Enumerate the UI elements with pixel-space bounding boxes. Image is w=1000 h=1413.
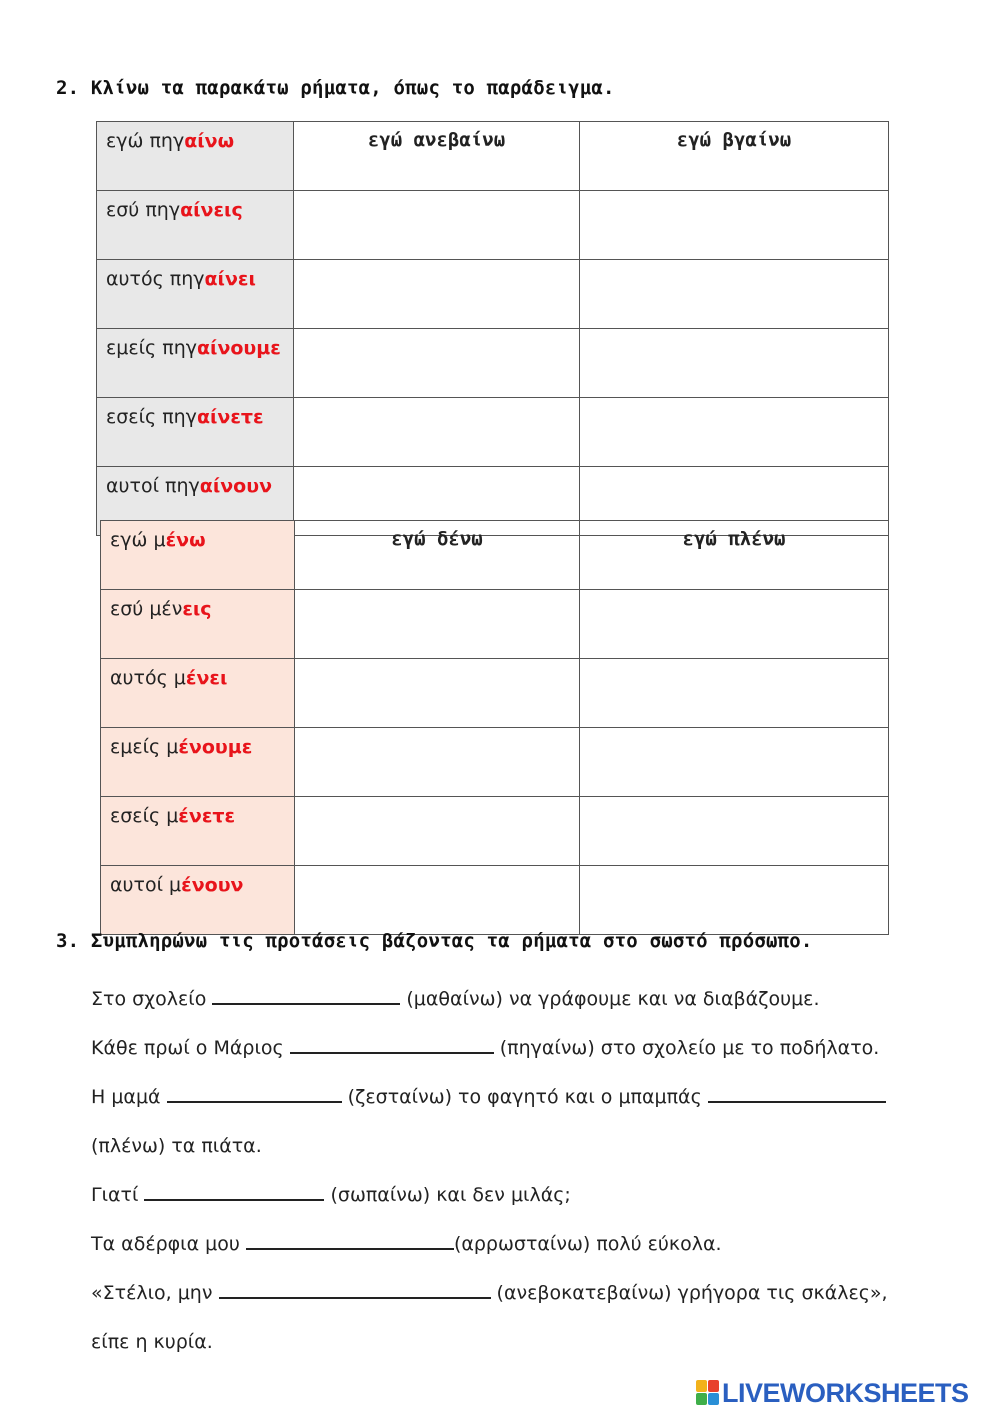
liveworksheets-logo[interactable]: [696, 1378, 969, 1408]
blank-input[interactable]: [219, 1279, 491, 1299]
pronoun-verb-cell: εσύ πηγαίνεις: [97, 191, 294, 260]
answer-cell[interactable]: [294, 260, 580, 329]
pronoun-verb-cell: εγώ πηγαίνω: [97, 122, 294, 191]
blank-input[interactable]: [708, 1083, 886, 1103]
sentence-6-continued: είπε η κυρία.: [91, 1331, 213, 1353]
verb-header-anevaino: εγώ ανεβαίνω: [294, 122, 580, 191]
sentence-6: «Στέλιο, μην (ανεβοκατεβαίνω) γρήγορα τις σκάλες»,: [91, 1279, 951, 1328]
answer-cell[interactable]: [294, 329, 580, 398]
blank-input[interactable]: [167, 1083, 342, 1103]
table-row: [101, 659, 889, 728]
table-row: [101, 728, 889, 797]
verb-header-deno: εγώ δένω: [295, 521, 580, 590]
answer-cell[interactable]: [295, 797, 580, 866]
conjugation-table-meno: [100, 520, 889, 935]
answer-cell[interactable]: [295, 590, 580, 659]
verb-header-vgaino: εγώ βγαίνω: [580, 122, 889, 191]
pronoun-verb-cell: αυτός πηγαίνει: [97, 260, 294, 329]
answer-cell[interactable]: [294, 398, 580, 467]
pronoun-verb-cell: εσύ μένεις: [101, 590, 295, 659]
table-row: [101, 521, 889, 590]
table-row: [97, 398, 889, 467]
section-3-heading: 3. Συμπληρώνω τις προτάσεις βάζοντας τα ρήματα στο σωστό πρόσωπο.: [56, 930, 813, 952]
answer-cell[interactable]: [580, 398, 889, 467]
sentence-list: [91, 985, 951, 1377]
pronoun-verb-cell: εγώ μένω: [101, 521, 295, 590]
pronoun-verb-cell: εμείς μένουμε: [101, 728, 295, 797]
pronoun-verb-cell: αυτός μένει: [101, 659, 295, 728]
table-row: [101, 590, 889, 659]
answer-cell[interactable]: [580, 728, 889, 797]
sentence-3-continued: (πλένω) τα πιάτα.: [91, 1135, 262, 1157]
table-row: [97, 260, 889, 329]
sentence-3: Η μαμά (ζεσταίνω) το φαγητό και ο μπαμπάς: [91, 1083, 951, 1132]
answer-cell[interactable]: [295, 728, 580, 797]
blank-input[interactable]: [212, 985, 400, 1005]
pronoun-verb-cell: εσείς μένετε: [101, 797, 295, 866]
pronoun-verb-cell: εσείς πηγαίνετε: [97, 398, 294, 467]
answer-cell[interactable]: [580, 191, 889, 260]
sentence-2: Κάθε πρωί ο Μάριος (πηγαίνω) στο σχολείο με το ποδήλατο.: [91, 1034, 951, 1083]
logo-text: LIVEWORKSHEETS: [722, 1377, 969, 1408]
answer-cell[interactable]: [294, 191, 580, 260]
table-row: [97, 122, 889, 191]
table-row: [97, 329, 889, 398]
section-2-heading: 2. Κλίνω τα παρακάτω ρήματα, όπως το παράδειγμα.: [56, 77, 615, 99]
sentence-5: Τα αδέρφια μου (αρρωσταίνω) πολύ εύκολα.: [91, 1230, 951, 1279]
table-row: [101, 797, 889, 866]
table-row: [97, 191, 889, 260]
logo-blocks-icon: [696, 1380, 720, 1406]
answer-cell[interactable]: [295, 659, 580, 728]
answer-cell[interactable]: [580, 866, 889, 935]
answer-cell[interactable]: [580, 260, 889, 329]
blank-input[interactable]: [144, 1181, 324, 1201]
blank-input[interactable]: [290, 1034, 494, 1054]
answer-cell[interactable]: [580, 797, 889, 866]
answer-cell[interactable]: [580, 590, 889, 659]
verb-header-pleno: εγώ πλένω: [580, 521, 889, 590]
pronoun-verb-cell: εμείς πηγαίνουμε: [97, 329, 294, 398]
answer-cell[interactable]: [295, 866, 580, 935]
sentence-1: Στο σχολείο (μαθαίνω) να γράφουμε και να διαβάζουμε.: [91, 985, 951, 1034]
pronoun-verb-cell: αυτοί μένουν: [101, 866, 295, 935]
sentence-4: Γιατί (σωπαίνω) και δεν μιλάς;: [91, 1181, 951, 1230]
table-row: [101, 866, 889, 935]
pronoun-verb-cell: αυτοί πηγαίνουν: [97, 467, 294, 536]
conjugation-table-pigaino: [96, 121, 889, 536]
blank-input[interactable]: [246, 1230, 454, 1250]
answer-cell[interactable]: [580, 329, 889, 398]
answer-cell[interactable]: [580, 659, 889, 728]
